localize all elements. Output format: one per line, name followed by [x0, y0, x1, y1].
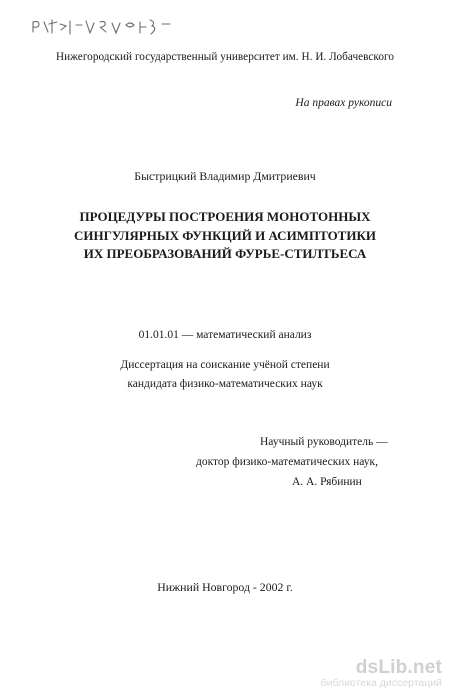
- supervisor-credentials: доктор физико-математических наук,: [196, 456, 379, 468]
- watermark-logo: dsLib.net: [355, 657, 442, 678]
- title-line-2: СИНГУЛЯРНЫХ ФУНКЦИЙ И АСИМПТОТИКИ: [74, 227, 376, 243]
- title-line-1: ПРОЦЕДУРЫ ПОСТРОЕНИЯ МОНОТОННЫХ: [79, 209, 371, 224]
- university-name: Нижегородский государственный университет им. Н. И. Лобачевского: [56, 51, 394, 63]
- author-name: Быстрицкий Владимир Дмитриевич: [134, 169, 316, 183]
- watermark-subtitle: библиотека диссертаций: [320, 677, 442, 689]
- manuscript-rights-note: На правах рукописи: [295, 97, 392, 109]
- supervisor-name: А. А. Рябинин: [292, 476, 362, 488]
- supervisor-role: Научный руководитель —: [260, 436, 388, 448]
- dissertation-title: [0, 208, 450, 264]
- degree-line-2: кандидата физико-математических наук: [127, 378, 323, 390]
- specialty-code: 01.01.01 — математический анализ: [138, 329, 312, 341]
- handwritten-note: [30, 14, 180, 44]
- degree-line-1: Диссертация на соискание учёной степени: [120, 359, 330, 371]
- watermark: [321, 657, 442, 689]
- degree-statement: [0, 356, 450, 394]
- title-line-3: ИХ ПРЕОБРАЗОВАНИЙ ФУРЬЕ-СТИЛТЬЕСА: [83, 246, 367, 261]
- city-and-year: Нижний Новгород - 2002 г.: [157, 580, 293, 594]
